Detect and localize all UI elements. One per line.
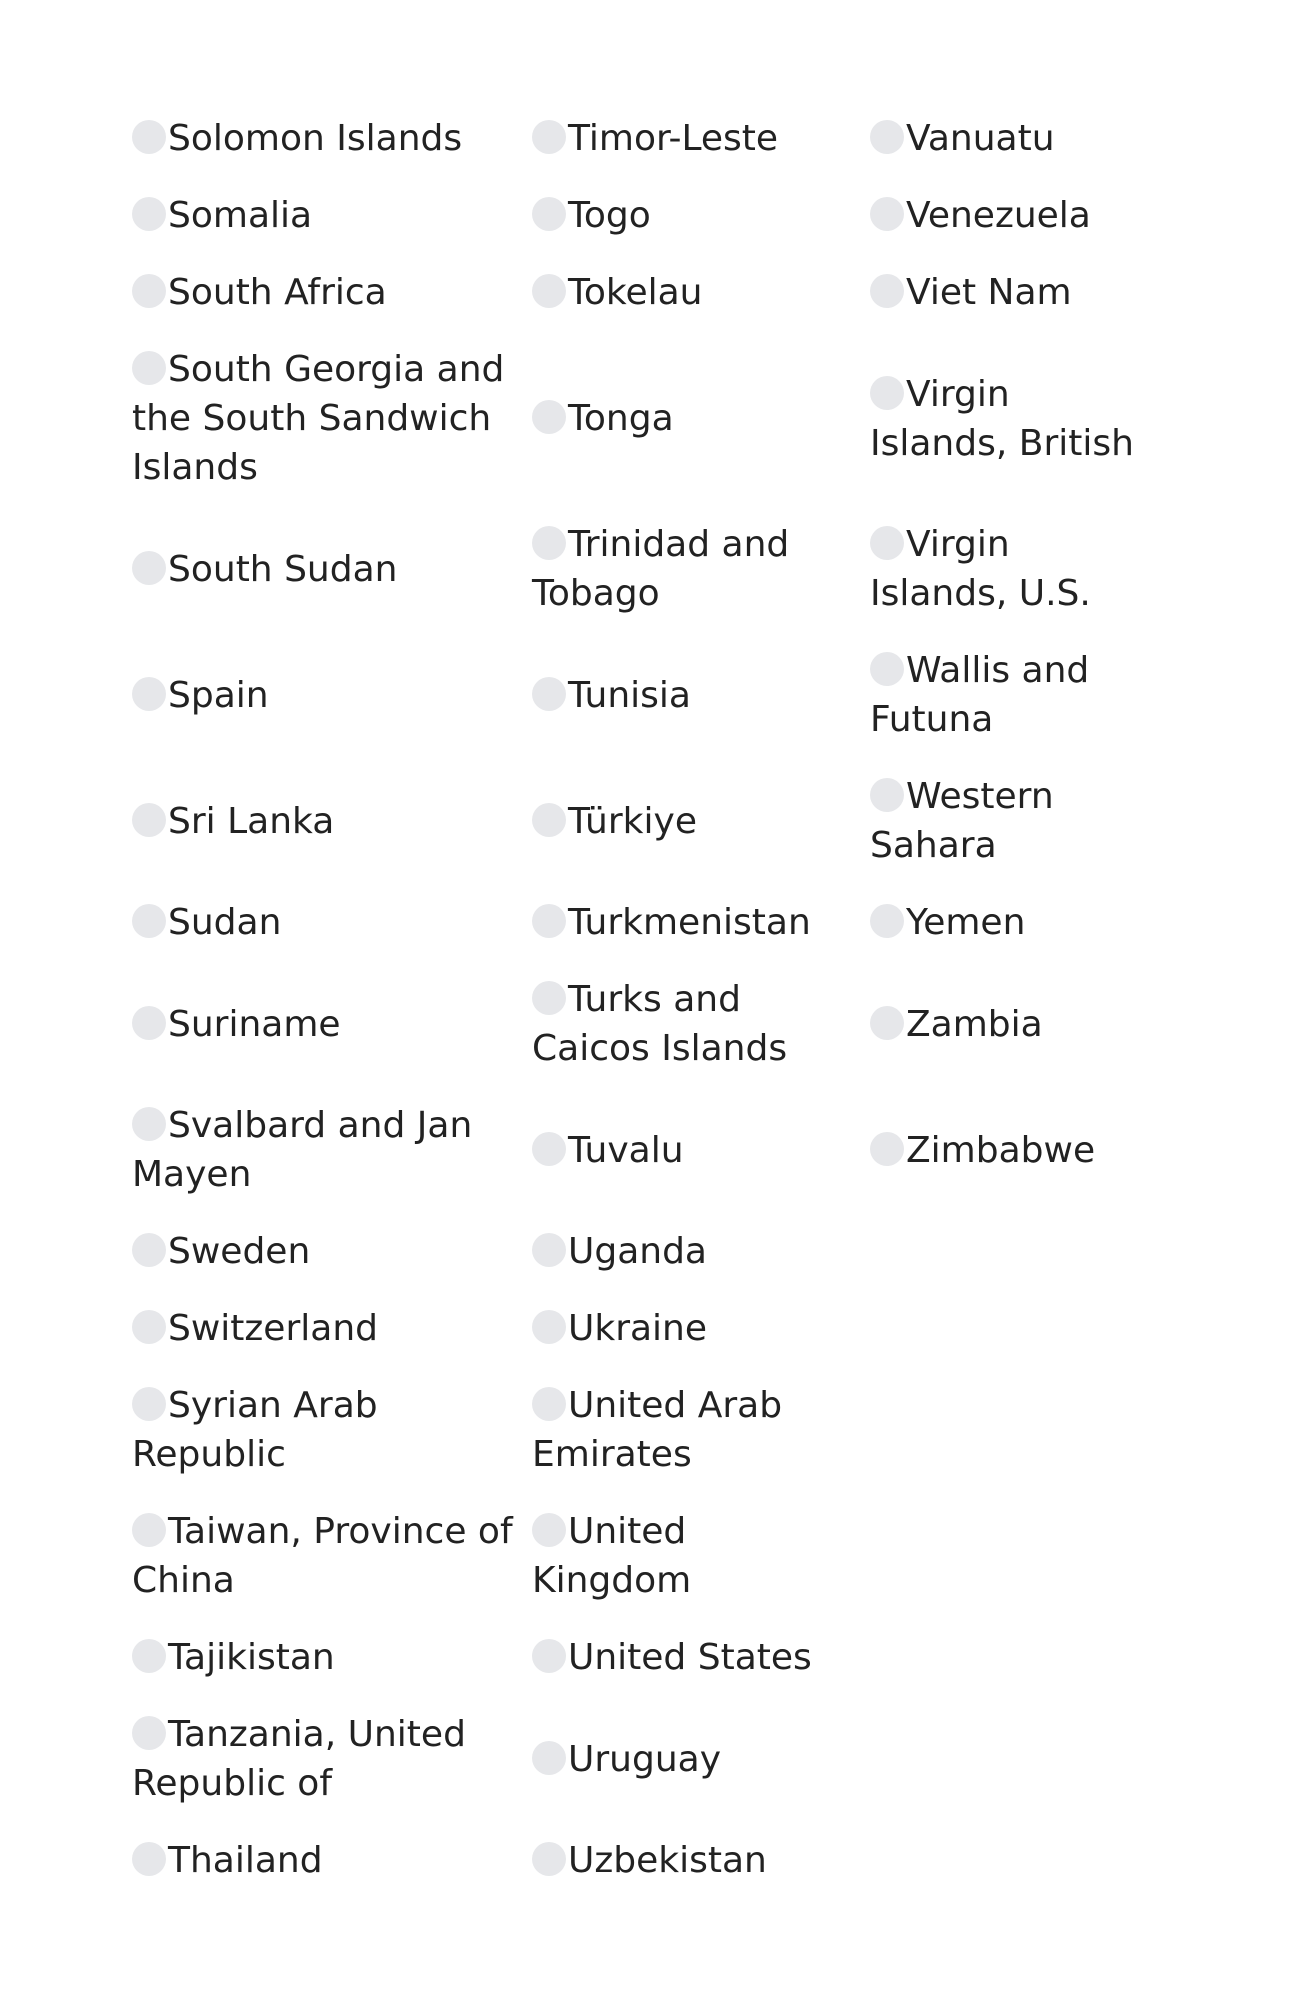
country-label: Viet Nam (906, 272, 1072, 313)
country-option-content (870, 898, 1025, 947)
country-label: Uzbekistan (568, 1840, 767, 1881)
country-option[interactable] (532, 1735, 737, 1784)
country-cell (532, 1619, 870, 1696)
country-cell (532, 254, 870, 331)
country-option[interactable] (870, 1126, 1111, 1175)
country-option[interactable] (132, 1507, 532, 1605)
country-label: Tunisia (568, 674, 691, 716)
country-cell (132, 177, 532, 254)
radio-button[interactable] (532, 1639, 566, 1673)
country-option-content (132, 1227, 310, 1276)
country-cell (870, 884, 1170, 961)
radio-button[interactable] (870, 778, 904, 812)
country-cell (132, 1290, 532, 1367)
country-cell (132, 1619, 532, 1696)
country-option-content (870, 191, 1091, 240)
country-option[interactable] (132, 191, 328, 240)
country-option-content (132, 114, 462, 163)
radio-button[interactable] (870, 120, 904, 154)
country-label: United States (568, 1637, 812, 1678)
radio-button[interactable] (532, 904, 566, 938)
country-cell (870, 1822, 1170, 1899)
country-label: Western Sahara (870, 776, 1054, 866)
country-option[interactable] (532, 191, 667, 240)
country-label: Switzerland (168, 1308, 378, 1349)
country-label: South Sudan (168, 548, 398, 590)
country-label: Togo (568, 195, 651, 236)
radio-button[interactable] (132, 351, 166, 385)
country-option[interactable] (870, 191, 1107, 240)
country-option-content (870, 268, 1072, 317)
country-label: Türkiye (568, 800, 697, 842)
radio-button[interactable] (132, 904, 166, 938)
country-option[interactable] (132, 345, 532, 492)
country-option-content (132, 1000, 341, 1049)
country-cell (870, 100, 1170, 177)
country-option-content (870, 772, 1154, 870)
country-cell (532, 177, 870, 254)
radio-button[interactable] (132, 677, 166, 711)
country-cell (132, 1087, 532, 1213)
country-option-content (132, 545, 397, 594)
radio-button[interactable] (870, 274, 904, 308)
country-option-content (532, 1126, 684, 1175)
country-label: Syrian Arab Republic (132, 1385, 378, 1475)
country-option-content (532, 1633, 812, 1682)
country-option-content (532, 520, 854, 618)
country-option[interactable] (132, 797, 350, 846)
country-radio-list (132, 100, 1172, 1899)
radio-button[interactable] (132, 1233, 166, 1267)
country-cell (132, 331, 532, 506)
country-label: Svalbard and Jan Mayen (132, 1105, 473, 1195)
country-option-content (532, 898, 811, 947)
country-option-content (532, 797, 697, 846)
country-cell (132, 632, 532, 758)
country-cell (132, 1822, 532, 1899)
radio-button[interactable] (132, 1842, 166, 1876)
country-label: Trinidad and Tobago (532, 524, 790, 614)
radio-button[interactable] (870, 376, 904, 410)
country-label: Tonga (568, 398, 674, 439)
country-option-content (132, 1381, 516, 1479)
country-option[interactable] (870, 646, 1170, 744)
country-option[interactable] (532, 1836, 783, 1885)
country-cell (870, 1290, 1170, 1367)
country-option[interactable] (132, 898, 297, 947)
radio-button[interactable] (870, 904, 904, 938)
country-label: Vanuatu (906, 118, 1055, 159)
radio-button[interactable] (132, 803, 166, 837)
radio-button[interactable] (532, 526, 566, 560)
country-option-content (132, 1507, 516, 1605)
country-cell (532, 1696, 870, 1822)
country-cell (132, 506, 532, 632)
radio-button[interactable] (532, 1842, 566, 1876)
country-label: United Kingdom (532, 1511, 692, 1601)
country-option-content (532, 1735, 721, 1784)
country-option[interactable] (132, 1227, 326, 1276)
country-cell (870, 254, 1170, 331)
country-option[interactable] (532, 1126, 700, 1175)
country-cell (532, 331, 870, 506)
country-option[interactable] (532, 114, 794, 163)
country-label: South Africa (168, 272, 387, 313)
radio-button[interactable] (870, 1006, 904, 1040)
country-label: Taiwan, Province of China (132, 1511, 513, 1601)
country-cell (532, 632, 870, 758)
country-label: United Arab Emirates (532, 1385, 783, 1475)
country-label: Tanzania, United Republic of (132, 1714, 466, 1804)
country-cell (870, 961, 1170, 1087)
radio-button[interactable] (532, 981, 566, 1015)
radio-button[interactable] (532, 274, 566, 308)
country-label: Virgin Islands, British (870, 373, 1134, 464)
country-option[interactable] (870, 370, 1170, 468)
country-cell (870, 1619, 1170, 1696)
country-cell (870, 177, 1170, 254)
country-option[interactable] (132, 1304, 394, 1353)
country-option[interactable] (532, 1507, 870, 1605)
country-option[interactable] (532, 671, 707, 720)
radio-button[interactable] (132, 551, 166, 585)
country-option-content (532, 114, 778, 163)
country-label: Ukraine (568, 1308, 708, 1349)
radio-button[interactable] (532, 1741, 566, 1775)
radio-button[interactable] (870, 197, 904, 231)
radio-button[interactable] (132, 120, 166, 154)
country-option[interactable] (870, 898, 1041, 947)
country-option-content (532, 1304, 707, 1353)
radio-button[interactable] (532, 1310, 566, 1344)
country-cell (532, 758, 870, 884)
country-cell (870, 1087, 1170, 1213)
radio-button[interactable] (132, 274, 166, 308)
radio-button[interactable] (870, 652, 904, 686)
country-option-content (132, 345, 516, 492)
country-cell (532, 100, 870, 177)
country-cell (532, 1213, 870, 1290)
country-label: Sri Lanka (168, 800, 335, 842)
radio-button[interactable] (532, 677, 566, 711)
country-option[interactable] (532, 268, 719, 317)
country-option[interactable] (132, 1836, 339, 1885)
radio-button[interactable] (132, 1387, 166, 1421)
country-option-content (532, 268, 703, 317)
country-label: Tokelau (568, 272, 703, 313)
country-cell (132, 1493, 532, 1619)
radio-button[interactable] (132, 197, 166, 231)
country-option-content (870, 114, 1055, 163)
country-option-content (132, 797, 334, 846)
country-option-content (532, 1836, 767, 1885)
radio-button[interactable] (132, 1639, 166, 1673)
country-cell (870, 1213, 1170, 1290)
country-label: Somalia (168, 195, 313, 236)
country-option[interactable] (532, 797, 713, 846)
country-cell (132, 758, 532, 884)
radio-button[interactable] (132, 1513, 166, 1547)
country-cell (532, 506, 870, 632)
country-option[interactable] (532, 1381, 870, 1479)
country-option-content (132, 1633, 335, 1682)
country-option[interactable] (132, 1710, 532, 1808)
radio-button[interactable] (132, 1716, 166, 1750)
radio-button[interactable] (132, 1310, 166, 1344)
country-option[interactable] (132, 268, 403, 317)
country-label: Uruguay (568, 1738, 721, 1780)
country-label: Sudan (168, 902, 282, 943)
country-cell (870, 506, 1170, 632)
country-cell (532, 1367, 870, 1493)
country-option-content (132, 898, 281, 947)
country-option-content (532, 1381, 854, 1479)
radio-button[interactable] (532, 120, 566, 154)
country-cell (132, 100, 532, 177)
country-option-content (132, 1710, 516, 1808)
country-label: Suriname (168, 1003, 341, 1045)
country-label: Turkmenistan (568, 902, 811, 943)
radio-button[interactable] (532, 400, 566, 434)
radio-button[interactable] (532, 197, 566, 231)
country-option[interactable] (132, 1101, 532, 1199)
radio-button[interactable] (132, 1006, 166, 1040)
country-option-content (870, 370, 1154, 468)
country-option-content (870, 646, 1154, 744)
country-label: Yemen (906, 902, 1026, 943)
country-option-content (870, 520, 1154, 618)
country-label: Tajikistan (168, 1637, 335, 1678)
country-option-content (532, 191, 651, 240)
country-option[interactable] (532, 898, 827, 947)
country-label: Solomon Islands (168, 118, 463, 159)
country-cell (870, 632, 1170, 758)
radio-button[interactable] (532, 1387, 566, 1421)
country-cell (532, 1822, 870, 1899)
country-option-content (532, 1227, 707, 1276)
country-label: South Georgia and the South Sandwich Islands (132, 349, 505, 488)
country-option-content (532, 671, 691, 720)
radio-button[interactable] (532, 1132, 566, 1166)
country-option[interactable] (870, 114, 1071, 163)
country-cell (532, 1290, 870, 1367)
country-cell (132, 254, 532, 331)
country-cell (870, 1493, 1170, 1619)
country-option[interactable] (532, 1633, 828, 1682)
radio-button[interactable] (870, 526, 904, 560)
country-option-content (532, 1507, 854, 1605)
country-cell (870, 758, 1170, 884)
country-option-content (132, 671, 269, 720)
country-option[interactable] (132, 1000, 357, 1049)
country-label: Virgin Islands, U.S. (870, 524, 1091, 614)
country-cell (132, 961, 532, 1087)
country-option[interactable] (532, 520, 870, 618)
country-cell (532, 884, 870, 961)
country-cell (532, 1493, 870, 1619)
country-option[interactable] (132, 114, 478, 163)
country-label: Spain (168, 674, 269, 716)
country-cell (870, 331, 1170, 506)
country-option[interactable] (532, 1304, 723, 1353)
country-option[interactable] (532, 394, 690, 443)
radio-button[interactable] (870, 1132, 904, 1166)
country-cell (870, 1367, 1170, 1493)
country-option-content (132, 191, 312, 240)
radio-button[interactable] (532, 803, 566, 837)
country-label: Zambia (906, 1003, 1043, 1045)
country-cell (132, 1367, 532, 1493)
country-option-content (132, 268, 387, 317)
country-cell (870, 1696, 1170, 1822)
country-option[interactable] (532, 975, 870, 1073)
country-label: Timor-Leste (568, 118, 779, 159)
country-label: Wallis and Futuna (870, 650, 1090, 740)
country-option[interactable] (870, 1000, 1059, 1049)
country-cell (532, 1087, 870, 1213)
country-option[interactable] (532, 1227, 723, 1276)
country-option-content (132, 1101, 516, 1199)
country-option[interactable] (132, 1381, 532, 1479)
radio-button[interactable] (132, 1107, 166, 1141)
country-label: Tuvalu (568, 1129, 684, 1171)
country-option-content (870, 1126, 1095, 1175)
country-label: Venezuela (906, 195, 1091, 236)
country-option-content (132, 1836, 323, 1885)
country-option-content (532, 975, 854, 1073)
country-label: Zimbabwe (906, 1129, 1096, 1171)
radio-button[interactable] (532, 1233, 566, 1267)
radio-button[interactable] (532, 1513, 566, 1547)
country-option[interactable] (870, 772, 1170, 870)
country-option-content (132, 1304, 378, 1353)
country-cell (132, 884, 532, 961)
country-cell (132, 1696, 532, 1822)
country-option-content (532, 394, 674, 443)
country-cell (532, 961, 870, 1087)
country-option[interactable] (870, 520, 1170, 618)
country-option[interactable] (132, 1633, 351, 1682)
country-label: Uganda (568, 1231, 707, 1272)
country-cell (132, 1213, 532, 1290)
country-label: Sweden (168, 1231, 311, 1272)
country-option[interactable] (870, 268, 1088, 317)
country-label: Turks and Caicos Islands (532, 979, 788, 1069)
country-option[interactable] (132, 545, 413, 594)
country-label: Thailand (168, 1840, 323, 1881)
country-option[interactable] (132, 671, 285, 720)
country-option-content (870, 1000, 1043, 1049)
